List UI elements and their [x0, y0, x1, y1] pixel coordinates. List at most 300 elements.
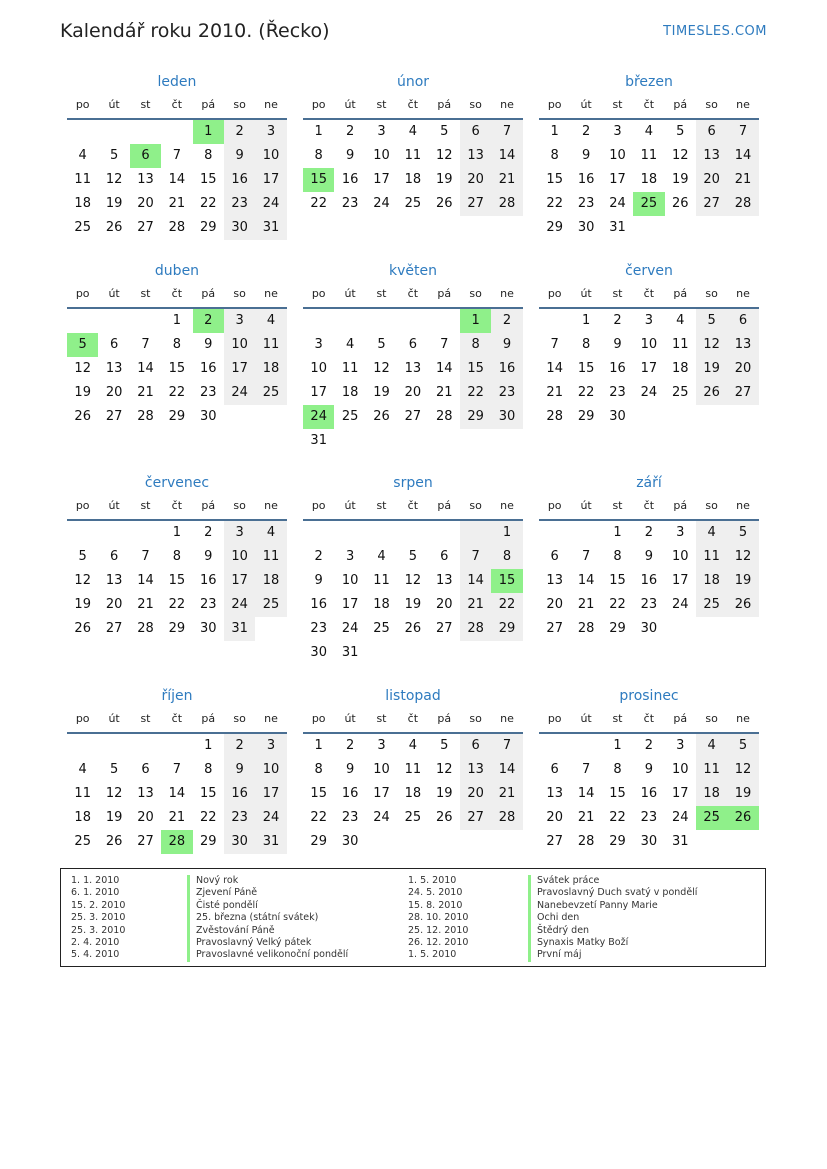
- day-cell: 15: [303, 168, 334, 192]
- day-cell: 24: [224, 593, 255, 617]
- day-cell: 3: [255, 734, 286, 758]
- day-cell: 3: [224, 309, 255, 333]
- day-cell: 4: [345, 337, 355, 352]
- day-cell: 19: [105, 810, 123, 825]
- day-cell: 23: [310, 621, 327, 636]
- day-cell: 21: [168, 810, 186, 825]
- weekday-label: st: [140, 499, 151, 512]
- day-cell: 20: [546, 597, 563, 612]
- month-name: květen: [389, 263, 437, 279]
- weekday-label: ne: [736, 98, 750, 111]
- day-cell: 13: [137, 786, 154, 801]
- month-1: [303, 70, 523, 216]
- day-cell: 20: [727, 357, 758, 381]
- day-cell: 23: [341, 196, 359, 211]
- day-cell: 27: [435, 621, 453, 636]
- day-cell: 26: [727, 593, 758, 617]
- day-cell: 26: [727, 806, 758, 830]
- empty-cell: [397, 830, 428, 854]
- weekday-label: čt: [643, 712, 655, 725]
- day-cell: 10: [671, 762, 689, 777]
- holiday-name: Nový rok: [187, 875, 348, 887]
- day-cell: 13: [696, 144, 727, 168]
- day-cell: 31: [224, 617, 255, 641]
- day-cell: 4: [696, 521, 727, 545]
- day-cell: 11: [373, 573, 390, 588]
- empty-cell: [539, 521, 570, 545]
- day-cell: 20: [435, 597, 453, 612]
- month-name: srpen: [393, 475, 433, 491]
- weekday-label: so: [233, 712, 246, 725]
- weekday-label: st: [376, 287, 387, 300]
- week-row: [303, 168, 523, 192]
- day-cell: 9: [204, 337, 213, 352]
- day-cell: 4: [408, 124, 417, 139]
- week-row: [67, 521, 287, 545]
- day-cell: 19: [727, 782, 758, 806]
- day-cell: 4: [78, 762, 87, 777]
- day-cell: 20: [404, 385, 422, 400]
- day-cell: 2: [224, 734, 255, 758]
- day-cell: 28: [546, 409, 563, 424]
- day-cell: 25: [74, 834, 91, 849]
- day-cell: 9: [204, 549, 213, 564]
- week-row: [539, 617, 759, 641]
- day-cell: 10: [640, 337, 658, 352]
- day-cell: 15: [491, 569, 522, 593]
- day-cell: 6: [109, 337, 119, 352]
- brand-link[interactable]: TIMESLES.COM: [663, 24, 767, 39]
- day-cell: 3: [255, 120, 286, 144]
- month-11: [539, 684, 759, 854]
- week-row: [303, 192, 523, 216]
- day-cell: 28: [577, 834, 595, 849]
- holiday-date: 25. 3. 2010: [71, 924, 126, 936]
- month-4: [303, 259, 523, 453]
- day-cell: 24: [224, 381, 255, 405]
- empty-cell: [727, 617, 758, 641]
- day-cell: 15: [168, 361, 186, 376]
- day-cell: 25: [255, 381, 286, 405]
- weekday-label: út: [344, 98, 356, 111]
- weekday-label: so: [705, 287, 718, 300]
- day-cell: 2: [345, 124, 355, 139]
- week-row: [67, 830, 287, 854]
- day-cell: 5: [727, 521, 758, 545]
- day-cell: 16: [640, 786, 658, 801]
- day-cell: 11: [404, 762, 422, 777]
- day-cell: 2: [581, 124, 591, 139]
- day-cell: 22: [310, 196, 327, 211]
- day-cell: 22: [577, 385, 595, 400]
- day-cell: 28: [435, 409, 453, 424]
- week-row: [303, 429, 523, 453]
- weekday-label: pá: [673, 287, 688, 300]
- weekday-label: čt: [407, 287, 419, 300]
- week-row: [303, 806, 523, 830]
- empty-cell: [460, 429, 491, 453]
- weekday-label: út: [344, 287, 356, 300]
- day-cell: 12: [373, 361, 390, 376]
- day-cell: 28: [161, 830, 192, 854]
- day-cell: 11: [404, 148, 422, 163]
- day-cell: 12: [435, 148, 453, 163]
- weekday-label: po: [547, 499, 562, 512]
- day-cell: 25: [404, 810, 422, 825]
- empty-cell: [429, 309, 460, 333]
- week-row: [539, 168, 759, 192]
- day-cell: 12: [404, 573, 422, 588]
- day-cell: 6: [440, 549, 449, 564]
- day-cell: 10: [255, 144, 286, 168]
- month-9: [67, 684, 287, 854]
- week-row: [67, 734, 287, 758]
- empty-cell: [491, 429, 522, 453]
- empty-cell: [429, 641, 460, 665]
- day-cell: 29: [491, 617, 522, 641]
- day-cell: 26: [435, 810, 453, 825]
- day-cell: 7: [581, 762, 591, 777]
- month-name: leden: [157, 74, 197, 90]
- month-2: [539, 70, 759, 240]
- weekday-label: út: [580, 499, 592, 512]
- weekday-label: so: [469, 287, 482, 300]
- day-cell: 14: [460, 569, 491, 593]
- weekday-label: st: [612, 287, 623, 300]
- day-cell: 31: [255, 216, 286, 240]
- day-cell: 28: [168, 220, 186, 235]
- day-cell: 18: [696, 569, 727, 593]
- weekday-label: čt: [407, 712, 419, 725]
- day-cell: 6: [460, 734, 491, 758]
- day-cell: 18: [255, 357, 286, 381]
- day-cell: 11: [74, 786, 91, 801]
- day-cell: 26: [435, 196, 453, 211]
- weekday-header: [67, 94, 287, 120]
- day-cell: 25: [74, 220, 91, 235]
- day-cell: 13: [727, 333, 758, 357]
- day-cell: 2: [491, 309, 522, 333]
- day-cell: 2: [613, 313, 622, 328]
- day-cell: 27: [546, 834, 563, 849]
- day-cell: 7: [141, 337, 150, 352]
- empty-cell: [539, 734, 570, 758]
- weekday-label: pá: [673, 98, 688, 111]
- month-7: [303, 471, 523, 665]
- day-cell: 23: [640, 810, 658, 825]
- day-cell: 19: [74, 597, 91, 612]
- day-cell: 16: [640, 573, 658, 588]
- day-cell: 25: [341, 409, 359, 424]
- weekday-label: so: [705, 98, 718, 111]
- weekday-label: čt: [643, 499, 655, 512]
- weekday-label: pá: [673, 499, 688, 512]
- day-cell: 24: [671, 597, 689, 612]
- empty-cell: [224, 405, 255, 429]
- day-cell: 2: [193, 309, 224, 333]
- weekday-label: po: [311, 287, 326, 300]
- day-cell: 27: [404, 409, 422, 424]
- day-cell: 18: [74, 810, 91, 825]
- day-cell: 13: [435, 573, 453, 588]
- weekday-label: so: [469, 98, 482, 111]
- day-cell: 12: [727, 758, 758, 782]
- empty-cell: [98, 120, 129, 144]
- week-row: [67, 120, 287, 144]
- day-cell: 8: [550, 148, 559, 163]
- day-cell: 7: [172, 148, 181, 163]
- month-name: září: [636, 475, 662, 491]
- week-row: [303, 521, 523, 545]
- week-row: [67, 758, 287, 782]
- holidays-left-names: [187, 875, 348, 962]
- day-cell: 12: [671, 148, 689, 163]
- weekday-label: ne: [736, 287, 750, 300]
- day-cell: 15: [168, 573, 186, 588]
- day-cell: 27: [105, 409, 123, 424]
- weekday-header: [67, 708, 287, 734]
- empty-cell: [665, 405, 696, 429]
- weekday-label: so: [469, 499, 482, 512]
- weekday-label: so: [233, 98, 246, 111]
- day-cell: 23: [199, 597, 217, 612]
- day-cell: 18: [671, 361, 689, 376]
- day-cell: 4: [408, 738, 417, 753]
- weeks: [303, 309, 523, 453]
- day-cell: 17: [224, 357, 255, 381]
- day-cell: 6: [460, 120, 491, 144]
- day-cell: 9: [345, 762, 355, 777]
- month-5: [539, 259, 759, 429]
- day-cell: 27: [460, 192, 491, 216]
- weekday-label: pá: [673, 712, 688, 725]
- day-cell: 23: [199, 385, 217, 400]
- weekday-label: pá: [201, 499, 216, 512]
- day-cell: 26: [671, 196, 689, 211]
- day-cell: 9: [491, 333, 522, 357]
- day-cell: 22: [168, 385, 186, 400]
- empty-cell: [366, 429, 397, 453]
- day-cell: 15: [546, 172, 563, 187]
- day-cell: 13: [460, 144, 491, 168]
- day-cell: 24: [255, 806, 286, 830]
- day-cell: 12: [105, 172, 123, 187]
- week-row: [303, 734, 523, 758]
- holiday-name: První máj: [528, 949, 697, 961]
- day-cell: 29: [199, 220, 217, 235]
- day-cell: 21: [491, 782, 522, 806]
- weekday-label: ne: [500, 287, 514, 300]
- empty-cell: [334, 309, 365, 333]
- day-cell: 22: [609, 597, 626, 612]
- empty-cell: [429, 521, 460, 545]
- weeks: [303, 120, 523, 216]
- day-cell: 17: [671, 786, 689, 801]
- day-cell: 22: [546, 196, 563, 211]
- week-row: [303, 545, 523, 569]
- empty-cell: [67, 120, 98, 144]
- day-cell: 1: [193, 120, 224, 144]
- day-cell: 18: [696, 782, 727, 806]
- day-cell: 5: [676, 124, 685, 139]
- day-cell: 7: [172, 762, 181, 777]
- day-cell: 5: [109, 148, 119, 163]
- day-cell: 6: [550, 549, 559, 564]
- week-row: [303, 405, 523, 429]
- weekday-label: út: [344, 712, 356, 725]
- day-cell: 6: [727, 309, 758, 333]
- weekday-label: po: [311, 98, 326, 111]
- weeks: [67, 309, 287, 429]
- weekday-label: st: [376, 712, 387, 725]
- day-cell: 5: [78, 549, 87, 564]
- day-cell: 11: [696, 545, 727, 569]
- weeks: [67, 521, 287, 641]
- day-cell: 7: [491, 120, 522, 144]
- day-cell: 27: [105, 621, 123, 636]
- day-cell: 4: [78, 148, 87, 163]
- day-cell: 11: [671, 337, 689, 352]
- holiday-date: 2. 4. 2010: [71, 936, 120, 948]
- day-cell: 3: [377, 738, 386, 753]
- weekday-header: [539, 283, 759, 309]
- day-cell: 14: [491, 144, 522, 168]
- day-cell: 17: [255, 168, 286, 192]
- day-cell: 14: [137, 361, 154, 376]
- weeks: [539, 734, 759, 854]
- empty-cell: [98, 734, 129, 758]
- day-cell: 1: [314, 124, 323, 139]
- day-cell: 26: [74, 621, 91, 636]
- weekday-label: po: [547, 287, 562, 300]
- day-cell: 16: [609, 361, 626, 376]
- day-cell: 30: [224, 830, 255, 854]
- day-cell: 15: [460, 357, 491, 381]
- day-cell: 19: [373, 385, 390, 400]
- day-cell: 20: [460, 782, 491, 806]
- holiday-date: 1. 5. 2010: [408, 875, 457, 886]
- day-cell: 16: [224, 782, 255, 806]
- day-cell: 23: [577, 196, 595, 211]
- month-10: [303, 684, 523, 854]
- day-cell: 14: [577, 573, 595, 588]
- day-cell: 19: [74, 385, 91, 400]
- day-cell: 22: [460, 381, 491, 405]
- empty-cell: [366, 830, 397, 854]
- day-cell: 4: [377, 549, 386, 564]
- week-row: [539, 545, 759, 569]
- day-cell: 10: [341, 573, 359, 588]
- day-cell: 6: [109, 549, 119, 564]
- weekday-label: po: [547, 712, 562, 725]
- day-cell: 16: [341, 172, 359, 187]
- weekday-label: st: [140, 287, 151, 300]
- empty-cell: [727, 830, 758, 854]
- empty-cell: [460, 521, 491, 545]
- day-cell: 1: [172, 313, 181, 328]
- week-row: [539, 569, 759, 593]
- weekday-label: pá: [201, 287, 216, 300]
- day-cell: 30: [491, 405, 522, 429]
- week-row: [303, 144, 523, 168]
- day-cell: 20: [137, 196, 154, 211]
- day-cell: 23: [491, 381, 522, 405]
- day-cell: 7: [460, 545, 491, 569]
- week-row: [539, 309, 759, 333]
- day-cell: 4: [255, 521, 286, 545]
- day-cell: 8: [172, 549, 181, 564]
- weekday-label: po: [75, 98, 90, 111]
- day-cell: 31: [341, 645, 359, 660]
- day-cell: 16: [491, 357, 522, 381]
- day-cell: 10: [671, 549, 689, 564]
- weekday-header: [303, 94, 523, 120]
- holiday-name: Zvěstování Páně: [187, 925, 348, 937]
- day-cell: 8: [613, 549, 622, 564]
- day-cell: 15: [609, 573, 626, 588]
- weekday-label: ne: [736, 499, 750, 512]
- day-cell: 8: [581, 337, 591, 352]
- day-cell: 10: [373, 762, 390, 777]
- day-cell: 13: [546, 573, 563, 588]
- day-cell: 4: [676, 313, 685, 328]
- day-cell: 29: [168, 409, 186, 424]
- day-cell: 6: [550, 762, 559, 777]
- day-cell: 28: [137, 409, 154, 424]
- day-cell: 24: [373, 810, 390, 825]
- day-cell: 2: [204, 525, 213, 540]
- day-cell: 28: [727, 192, 758, 216]
- day-cell: 3: [224, 521, 255, 545]
- weekday-label: čt: [643, 287, 655, 300]
- day-cell: 10: [255, 758, 286, 782]
- day-cell: 29: [310, 834, 327, 849]
- day-cell: 30: [199, 621, 217, 636]
- empty-cell: [727, 405, 758, 429]
- day-cell: 1: [172, 525, 181, 540]
- holiday-name: Zjevení Páně: [187, 887, 348, 899]
- holiday-name: Čisté pondělí: [187, 900, 348, 912]
- holiday-date: 1. 1. 2010: [71, 875, 120, 886]
- weekday-label: po: [547, 98, 562, 111]
- day-cell: 27: [696, 192, 727, 216]
- day-cell: 2: [314, 549, 323, 564]
- day-cell: 29: [168, 621, 186, 636]
- day-cell: 18: [404, 786, 422, 801]
- day-cell: 25: [671, 385, 689, 400]
- weekday-label: ne: [264, 712, 278, 725]
- holiday-date: 24. 5. 2010: [408, 887, 463, 899]
- day-cell: 14: [546, 361, 563, 376]
- day-cell: 12: [105, 786, 123, 801]
- day-cell: 7: [581, 549, 591, 564]
- empty-cell: [334, 521, 365, 545]
- day-cell: 28: [491, 192, 522, 216]
- day-cell: 7: [491, 734, 522, 758]
- day-cell: 14: [491, 758, 522, 782]
- weekday-label: so: [233, 287, 246, 300]
- day-cell: 11: [255, 333, 286, 357]
- day-cell: 8: [314, 762, 323, 777]
- day-cell: 17: [640, 361, 658, 376]
- day-cell: 19: [435, 172, 453, 187]
- empty-cell: [130, 521, 161, 545]
- holiday-name: Svátek práce: [528, 875, 697, 887]
- day-cell: 24: [609, 196, 626, 211]
- empty-cell: [130, 309, 161, 333]
- empty-cell: [130, 120, 161, 144]
- day-cell: 22: [199, 196, 217, 211]
